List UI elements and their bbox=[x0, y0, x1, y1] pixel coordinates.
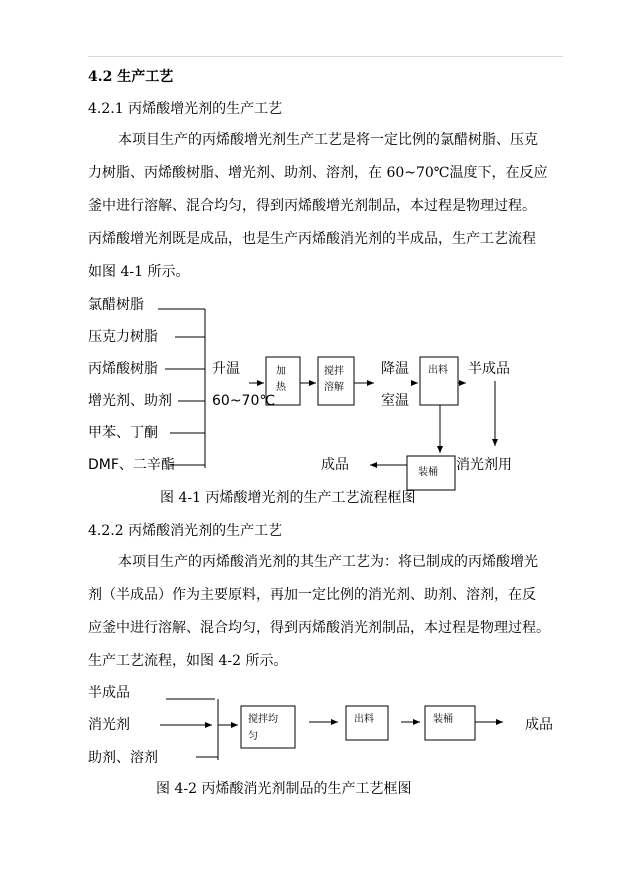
fig1-heat-up-label: 升温 bbox=[212, 361, 240, 377]
box-stir-text-1: 搅拌 bbox=[324, 366, 344, 377]
box-stir-text-2: 溶解 bbox=[324, 382, 344, 393]
fig1-input-4: 甲苯、丁酮 bbox=[88, 425, 158, 441]
para2-line2: 剂（半成品）作为主要原料，再加一定比例的消光剂、助剂、溶剂，在反 bbox=[88, 587, 536, 603]
para1-line1: 本项目生产的丙烯酸增光剂生产工艺是将一定比例的氯醋树脂、压克 bbox=[118, 132, 538, 148]
fig1-semi-product-label: 半成品 bbox=[468, 361, 510, 377]
fig2-input-1: 消光剂 bbox=[88, 717, 130, 733]
para2-line3: 应釜中进行溶解、混合均匀，得到丙烯酸消光剂制品，本过程是物理过程。 bbox=[88, 620, 550, 636]
box-heat-text-1: 加 bbox=[276, 366, 286, 377]
fig1-input-3: 增光剂、助剂 bbox=[88, 393, 172, 409]
box-bucket-text: 装桶 bbox=[418, 467, 438, 478]
fig1-temp-label: 60~70℃ bbox=[212, 393, 276, 409]
fig2-box-stir-text-1: 搅拌均 bbox=[248, 714, 278, 725]
para1-line4: 丙烯酸增光剂既是成品，也是生产丙烯酸消光剂的半成品，生产工艺流程 bbox=[88, 231, 536, 247]
fig1-product-label: 成品 bbox=[321, 457, 349, 473]
para1-line5: 如图 4-1 所示。 bbox=[88, 264, 190, 280]
fig1-room-temp-label: 室温 bbox=[381, 393, 409, 409]
fig1-input-5: DMF、二辛酯 bbox=[88, 457, 175, 473]
fig2-box-bucket-text: 装桶 bbox=[433, 714, 453, 725]
box-output-text: 出料 bbox=[428, 365, 448, 376]
figure-4-1-caption: 图 4-1 丙烯酸增光剂的生产工艺流程框图 bbox=[160, 490, 416, 506]
fig2-box-stir-text-2: 匀 bbox=[248, 731, 258, 742]
para2-line1: 本项目生产的丙烯酸消光剂的其生产工艺为：将已制成的丙烯酸增光 bbox=[118, 554, 538, 570]
subsection-4-2-2-title: 4.2.2 丙烯酸消光剂的生产工艺 bbox=[88, 523, 283, 539]
figure-4-2-caption: 图 4-2 丙烯酸消光剂制品的生产工艺框图 bbox=[156, 781, 412, 797]
para1-line2: 力树脂、丙烯酸树脂、增光剂、助剂、溶剂，在 60~70℃温度下，在反应 bbox=[88, 165, 548, 181]
para2-line4: 生产工艺流程，如图 4-2 所示。 bbox=[88, 653, 288, 669]
fig1-input-0: 氯醋树脂 bbox=[88, 297, 144, 313]
fig2-box-output-text: 出料 bbox=[354, 714, 374, 725]
subsection-4-2-1-title: 4.2.1 丙烯酸增光剂的生产工艺 bbox=[88, 101, 283, 117]
fig1-for-matt-label: 消光剂用 bbox=[456, 457, 512, 473]
section-heading: 4.2 生产工艺 bbox=[88, 69, 174, 85]
fig2-input-0: 半成品 bbox=[88, 685, 130, 701]
box-heat-text-2: 热 bbox=[276, 382, 286, 393]
fig1-cool-label: 降温 bbox=[381, 361, 409, 377]
fig2-product-label: 成品 bbox=[525, 717, 553, 733]
para1-line3: 釜中进行溶解、混合均匀，得到丙烯酸增光剂制品，本过程是物理过程。 bbox=[88, 198, 536, 214]
fig1-input-1: 压克力树脂 bbox=[88, 329, 158, 345]
fig1-input-2: 丙烯酸树脂 bbox=[88, 361, 158, 377]
fig2-input-2: 助剂、溶剂 bbox=[88, 750, 158, 766]
